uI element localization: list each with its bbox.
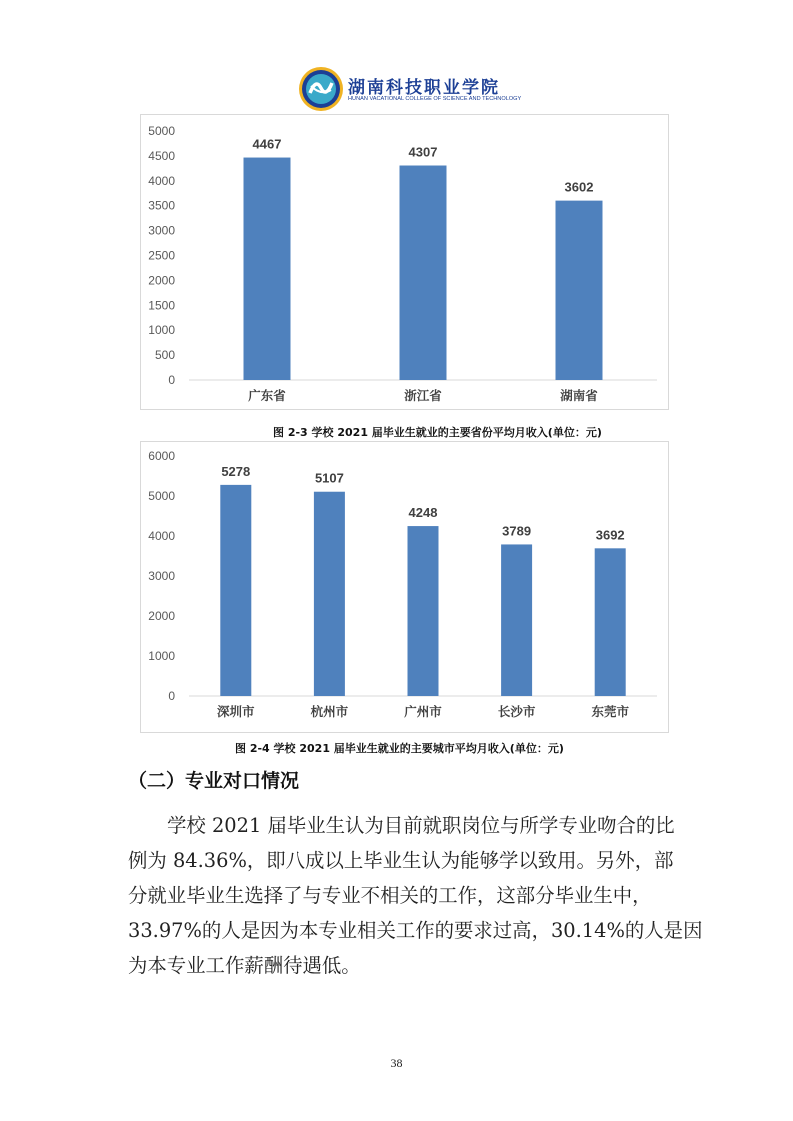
bar (501, 544, 532, 696)
province-income-chart-svg (141, 115, 668, 409)
y-tick-label: 2000 (148, 609, 175, 623)
y-tick-label: 4000 (148, 529, 175, 543)
data-label: 3692 (595, 527, 625, 543)
city-income-chart (140, 441, 669, 733)
bar (408, 526, 439, 696)
y-tick-label: 1000 (148, 323, 175, 338)
page-header (298, 66, 522, 118)
category-label: 广州市 (404, 704, 442, 719)
y-tick-label: 5000 (148, 489, 175, 503)
y-tick-label: 6000 (148, 449, 175, 463)
y-tick-label: 3000 (148, 223, 175, 238)
city-income-chart-svg (141, 442, 668, 732)
section-title: （二）专业对口情况 (128, 770, 300, 792)
y-tick-label: 2000 (148, 273, 175, 288)
category-label: 广东省 (248, 388, 286, 403)
bar (244, 158, 291, 380)
paragraph-line: 分就业毕业生选择了与专业不相关的工作，这部分毕业生中， (128, 884, 652, 907)
data-label: 4307 (408, 144, 438, 160)
bar (400, 166, 447, 380)
category-label: 长沙市 (497, 704, 536, 719)
data-label: 3789 (502, 523, 532, 539)
y-tick-label: 0 (168, 373, 175, 387)
school-name-cn: 湖南科技职业学院 (348, 78, 500, 98)
y-tick-label: 4000 (148, 173, 175, 188)
paragraph-line: 为本专业工作薪酬待遇低。 (128, 954, 361, 977)
category-label: 杭州市 (310, 704, 349, 719)
category-label: 东莞市 (591, 704, 629, 719)
y-tick-label: 1000 (148, 649, 175, 663)
category-label: 深圳市 (217, 704, 255, 719)
paragraph-line: 例为 84.36%，即八成以上毕业生认为能够学以致用。另外，部 (128, 849, 674, 872)
page-number: 38 (390, 1056, 403, 1070)
y-tick-label: 5000 (148, 124, 175, 138)
data-label: 4248 (408, 505, 438, 521)
bar (556, 201, 603, 380)
bar (314, 492, 345, 696)
province-income-chart (140, 114, 669, 410)
y-tick-label: 2500 (148, 248, 175, 263)
figure-caption-2-4: 图 2-4 学校 2021 届毕业生就业的主要城市平均月收入(单位：元) (235, 742, 564, 755)
paragraph-line: 33.97%的人是因为本专业相关工作的要求过高，30.14%的人是因 (128, 919, 703, 942)
category-label: 浙江省 (404, 388, 442, 403)
category-label: 湖南省 (560, 388, 598, 403)
data-label: 4467 (252, 136, 282, 152)
data-label: 3602 (564, 179, 594, 195)
data-label: 5278 (221, 463, 251, 479)
y-tick-label: 0 (168, 689, 175, 703)
section-paragraph (128, 808, 703, 983)
figure-caption-2-3: 图 2-3 学校 2021 届毕业生就业的主要省份平均月收入(单位：元) (273, 426, 602, 439)
y-tick-label: 1500 (148, 298, 175, 313)
y-tick-label: 3500 (148, 198, 175, 213)
y-tick-label: 500 (154, 348, 175, 363)
paragraph-line: 学校 2021 届毕业生认为目前就职岗位与所学专业吻合的比 (167, 814, 675, 837)
y-tick-label: 3000 (148, 569, 175, 583)
y-tick-label: 4500 (148, 148, 175, 163)
bar (595, 548, 626, 696)
school-emblem-icon (298, 66, 344, 112)
data-label: 5107 (314, 470, 344, 486)
bar (220, 485, 251, 696)
school-name-en: HUNAN VACATIONAL COLLEGE OF SCIENCE AND TECHNOLOGY (348, 96, 522, 102)
